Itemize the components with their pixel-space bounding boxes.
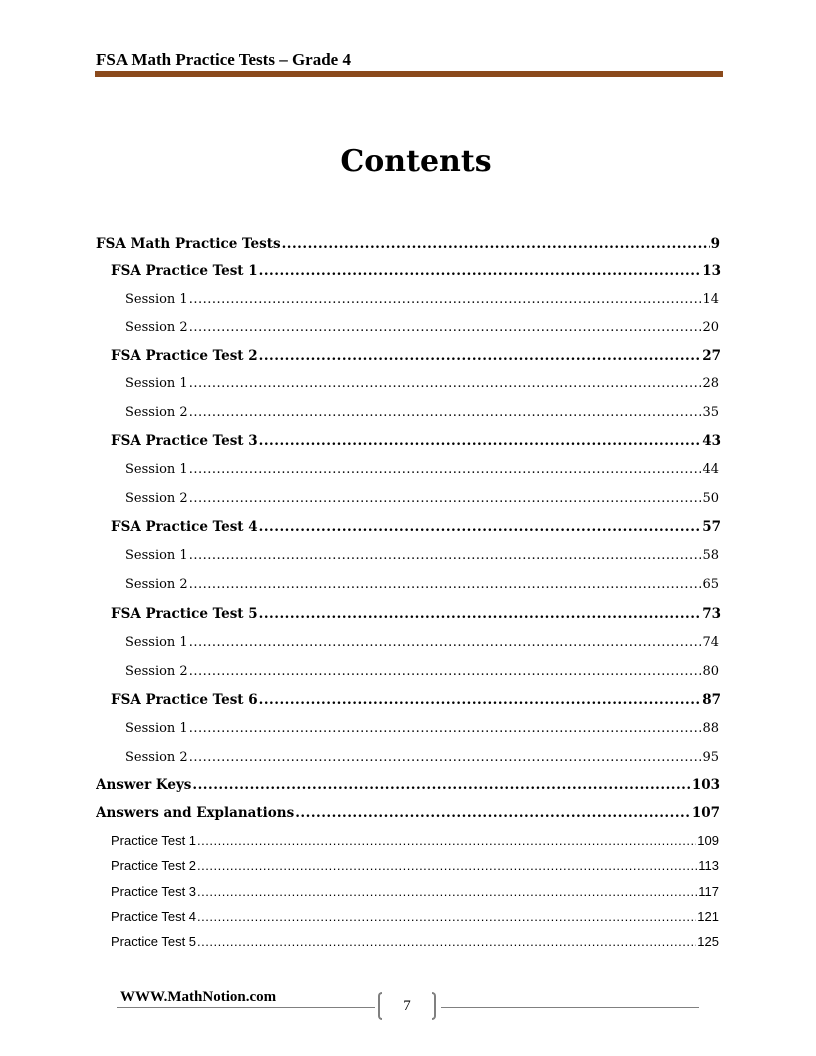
- toc-entry[interactable]: [111, 433, 721, 449]
- toc-entry-page: 80: [702, 664, 719, 679]
- toc-entry-title: Answer Keys: [96, 777, 192, 793]
- toc-entry-title: Session 2: [125, 664, 188, 679]
- page-number-bracket-right: [432, 992, 436, 1020]
- toc-entry-page: 28: [702, 376, 719, 391]
- toc-entry-page: 9: [710, 236, 720, 252]
- toc-entry-title: Practice Test 4: [111, 909, 197, 924]
- toc-entry-title: FSA Practice Test 5: [111, 606, 258, 622]
- toc-dot-leader: [197, 934, 696, 949]
- toc-entry-title: FSA Practice Test 4: [111, 519, 258, 535]
- toc-entry-title: Session 1: [125, 292, 188, 307]
- toc-entry-title: Session 2: [125, 750, 188, 765]
- page-number-bracket-left: [378, 992, 382, 1020]
- running-header-title: FSA Math Practice Tests – Grade 4: [96, 50, 351, 69]
- toc-entry-title: Session 1: [125, 548, 188, 563]
- toc-entry-page: 121: [697, 909, 719, 924]
- toc-entry[interactable]: [111, 692, 721, 708]
- toc-entry-page: 125: [697, 934, 719, 949]
- toc-entry-page: 57: [702, 519, 721, 535]
- toc-entry-page: 27: [702, 348, 721, 364]
- toc-dot-leader: [189, 750, 702, 765]
- toc-entry-title: Session 1: [125, 376, 188, 391]
- toc-dot-leader: [259, 348, 702, 364]
- toc-entry-page: 103: [691, 777, 720, 793]
- toc-dot-leader: [189, 320, 702, 335]
- toc-dot-leader: [259, 692, 702, 708]
- toc-dot-leader: [189, 292, 702, 307]
- toc-dot-leader: [189, 491, 702, 506]
- toc-dot-leader: [189, 548, 702, 563]
- toc-entry-title: FSA Practice Test 3: [111, 433, 258, 449]
- toc-dot-leader: [189, 721, 702, 736]
- toc-entry[interactable]: [125, 664, 719, 679]
- toc-dot-leader: [259, 433, 702, 449]
- toc-entry-page: 35: [702, 405, 719, 420]
- toc-entry[interactable]: [96, 805, 720, 821]
- toc-entry[interactable]: [125, 491, 719, 506]
- toc-entry[interactable]: [111, 833, 719, 848]
- toc-entry[interactable]: [111, 606, 721, 622]
- toc-dot-leader: [197, 858, 697, 873]
- toc-entry[interactable]: [125, 548, 719, 563]
- toc-entry-title: Practice Test 3: [111, 884, 197, 899]
- toc-dot-leader: [192, 777, 690, 793]
- toc-entry[interactable]: [125, 635, 719, 650]
- toc-dot-leader: [189, 664, 702, 679]
- toc-entry[interactable]: [111, 884, 719, 899]
- toc-entry-page: 117: [698, 884, 719, 899]
- toc-entry[interactable]: [125, 462, 719, 477]
- toc-dot-leader: [189, 376, 702, 391]
- header-rule: [95, 71, 723, 77]
- footer-rule-left: [117, 1007, 375, 1008]
- toc-entry-title: Practice Test 2: [111, 858, 197, 873]
- toc-entry-title: Practice Test 1: [111, 833, 197, 848]
- toc-dot-leader: [295, 805, 691, 821]
- toc-entry[interactable]: [125, 750, 719, 765]
- toc-entry-title: Session 2: [125, 405, 188, 420]
- toc-dot-leader: [189, 577, 702, 592]
- toc-entry-page: 109: [697, 833, 719, 848]
- footer-rule-right: [441, 1007, 699, 1008]
- toc-entry-title: Answers and Explanations: [96, 805, 295, 821]
- footer-website-link[interactable]: WWW.MathNotion.com: [120, 989, 277, 1005]
- toc-entry-title: Session 2: [125, 491, 188, 506]
- toc-entry-page: 65: [702, 577, 719, 592]
- toc-entry-page: 20: [702, 320, 719, 335]
- toc-entry-title: FSA Practice Test 6: [111, 692, 258, 708]
- toc-entry[interactable]: [125, 577, 719, 592]
- toc-dot-leader: [259, 263, 702, 279]
- toc-entry[interactable]: [111, 348, 721, 364]
- toc-entry-page: 44: [702, 462, 719, 477]
- toc-entry-title: FSA Practice Test 2: [111, 348, 258, 364]
- page-number: 7: [403, 998, 411, 1014]
- toc-entry-title: Practice Test 5: [111, 934, 197, 949]
- toc-entry-page: 13: [702, 263, 721, 279]
- toc-entry[interactable]: [125, 292, 719, 307]
- toc-dot-leader: [259, 606, 702, 622]
- toc-entry-title: Session 1: [125, 721, 188, 736]
- toc-dot-leader: [282, 236, 710, 252]
- toc-entry-title: Session 1: [125, 462, 188, 477]
- toc-entry-page: 50: [702, 491, 719, 506]
- toc-dot-leader: [197, 884, 697, 899]
- toc-entry-title: FSA Practice Test 1: [111, 263, 258, 279]
- contents-heading: Contents: [340, 144, 492, 179]
- toc-entry-page: 95: [702, 750, 719, 765]
- toc-entry[interactable]: [111, 934, 719, 949]
- toc-entry[interactable]: [96, 777, 720, 793]
- toc-entry-page: 87: [702, 692, 721, 708]
- toc-entry[interactable]: [125, 376, 719, 391]
- toc-entry[interactable]: [125, 405, 719, 420]
- toc-dot-leader: [189, 462, 702, 477]
- toc-entry-title: Session 1: [125, 635, 188, 650]
- toc-dot-leader: [189, 405, 702, 420]
- toc-entry-page: 73: [702, 606, 721, 622]
- toc-entry-page: 74: [702, 635, 719, 650]
- toc-entry[interactable]: [96, 236, 720, 252]
- toc-entry[interactable]: [111, 263, 721, 279]
- toc-dot-leader: [259, 519, 702, 535]
- toc-dot-leader: [197, 909, 696, 924]
- toc-entry[interactable]: [125, 320, 719, 335]
- toc-entry-page: 113: [698, 858, 719, 873]
- toc-dot-leader: [197, 833, 696, 848]
- toc-entry[interactable]: [111, 858, 719, 873]
- toc-entry-title: FSA Math Practice Tests: [96, 236, 281, 252]
- toc-entry-page: 14: [702, 292, 719, 307]
- toc-entry[interactable]: [111, 909, 719, 924]
- toc-entry[interactable]: [111, 519, 721, 535]
- toc-entry-page: 43: [702, 433, 721, 449]
- toc-entry-title: Session 2: [125, 320, 188, 335]
- toc-entry-page: 58: [702, 548, 719, 563]
- toc-entry-page: 88: [702, 721, 719, 736]
- toc-dot-leader: [189, 635, 702, 650]
- toc-entry-page: 107: [691, 805, 720, 821]
- toc-entry[interactable]: [125, 721, 719, 736]
- toc-entry-title: Session 2: [125, 577, 188, 592]
